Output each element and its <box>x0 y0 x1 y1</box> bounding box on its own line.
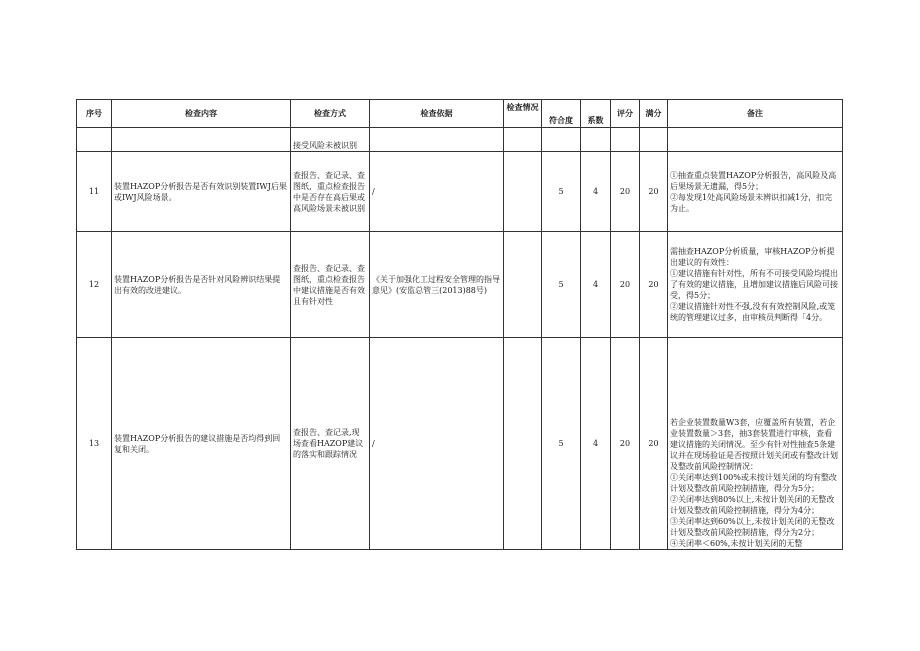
cell-conform <box>542 128 581 152</box>
cell-coef <box>581 128 611 152</box>
cell-no: 11 <box>77 152 112 232</box>
cell-note: 需抽查HAZOP分析质量，审核HAZOP分析提出建议的有效性： ①建议措施有针对性，所有不可接受风险均提出了有效的建议措施，且增加建议措施后风险可接受，得5分； ②建议措施针对性不强,没有有效控制风险,或笼统的管理建议过多，由审核员判断得「4分。 <box>668 232 843 338</box>
cell-status <box>504 232 542 338</box>
cell-content <box>112 128 291 152</box>
cell-method: 查报告、查记录、查图纸，重点检查报告中是否存在高后果或高风险场景未被识别 <box>291 152 370 232</box>
cell-note: 若企业装置数量W3套，应覆盖所有装置，若企业装置数量＞3套，抽3套装置进行审核，查看建议措施的关闭情况。至少有针对性抽查5条建议并在现场验证是否按照计划关闭或有整改计划及整改前风险控制情况： ①关闭率达到100%或未按计划关闭的均有整改计划及整改前风险控制措施，得分为5分； ②关闭率达到80%以上,未按计划关闭的无整改计划及整改前风险控制措施，得分为4分； ③关闭率达到60%以上,未按计划关闭的无整改计划及整改前风险控制措施，得分为2分； ④关闭率＜60%,未按计划关闭的无整 <box>668 338 843 550</box>
cell-full: 20 <box>640 152 668 232</box>
cell-method: 查报告、查记录、查图纸，重点检查报告中建议措施是否有效且有针对性 <box>291 232 370 338</box>
cell-note: ①抽查重点装置HAZOP分析报告，高风险及高后果场景无遗漏，得5分； ②每发现1处高风险场景未辨识扣减1分，扣完为止。 <box>668 152 843 232</box>
cell-method: 查报告、查记录,现场查看HAZOP建议的落实和跟踪情况 <box>291 338 370 550</box>
cell-coef: 4 <box>581 152 611 232</box>
cell-coef: 4 <box>581 232 611 338</box>
cell-note <box>668 128 843 152</box>
cell-status <box>504 128 542 152</box>
header-cell: 检查内容 <box>112 100 291 128</box>
cell-no: 13 <box>77 338 112 550</box>
cell-score <box>611 128 640 152</box>
cell-full <box>640 128 668 152</box>
header-cell: 备注 <box>668 100 843 128</box>
cell-conform: 5 <box>542 152 581 232</box>
cell-basis: / <box>370 152 504 232</box>
cell-method: 接受风险未被识别 <box>291 128 370 152</box>
cell-no: 12 <box>77 232 112 338</box>
cell-conform: 5 <box>542 232 581 338</box>
cell-content: 装置HAZOP分析报告的建议措施是否均得到回复和关闭。 <box>112 338 291 550</box>
cell-score: 20 <box>611 152 640 232</box>
header-row <box>77 100 843 128</box>
inspection-table <box>76 99 843 550</box>
cell-basis: / <box>370 338 504 550</box>
table-row <box>77 128 843 152</box>
header-cell: 系数 <box>581 100 611 128</box>
cell-full: 20 <box>640 232 668 338</box>
cell-conform: 5 <box>542 338 581 550</box>
cell-status <box>504 152 542 232</box>
cell-full: 20 <box>640 338 668 550</box>
cell-no <box>77 128 112 152</box>
header-cell: 满分 <box>640 100 668 128</box>
cell-status <box>504 338 542 550</box>
header-cell: 检查方式 <box>291 100 370 128</box>
header-cell: 符合度 <box>542 100 581 128</box>
table-row <box>77 152 843 232</box>
cell-score: 20 <box>611 232 640 338</box>
cell-coef: 4 <box>581 338 611 550</box>
header-cell: 检查依据 <box>370 100 504 128</box>
cell-basis <box>370 128 504 152</box>
cell-score: 20 <box>611 338 640 550</box>
header-cell: 检查情况 <box>504 100 542 128</box>
table-row <box>77 338 843 550</box>
header-cell: 评分 <box>611 100 640 128</box>
cell-content: 装置HAZOP分析报告是否有效识别装置IWJ后果或IWJ风险场景。 <box>112 152 291 232</box>
cell-basis: 《关于加强化工过程安全管理的指导意见》(安监总管三(2013)88号) <box>370 232 504 338</box>
header-cell: 序号 <box>77 100 112 128</box>
table-row <box>77 232 843 338</box>
cell-content: 装置HAZOP分析报告是否针对风险辨识结果提出有效的改进建议。 <box>112 232 291 338</box>
